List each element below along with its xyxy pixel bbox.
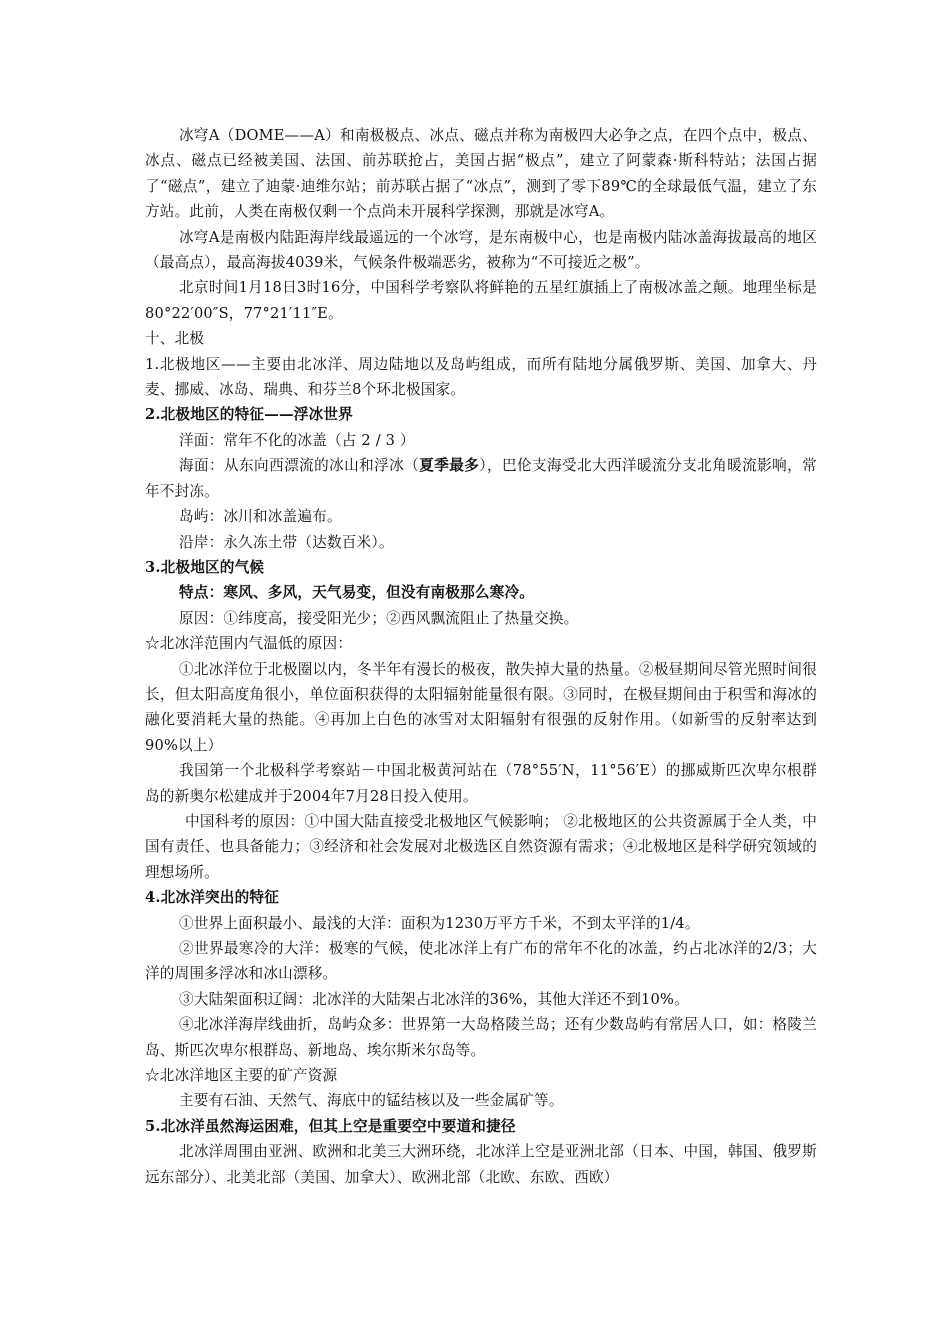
star-note-minerals: ☆北冰洋地区主要的矿产资源 (145, 1067, 338, 1085)
paragraph-low-temp-reasons: ①北冰洋位于北极圈以内，冬半年有漫长的极夜，散失掉大量的热量。②极昼期间尽管光照时间很长，但太阳高度角很小，单位面积获得的太阳辐射能量很有限。③同时，在极昼期间由于积雪和海冰的融化要消耗大量的热能。④再加上白色的冰雪对太阳辐射有很强的反射作用。（如新雪的反射率达到90%以上） (145, 660, 817, 754)
paragraph-ocean-surface: 洋面：常年不化的冰盖（占 2 / 3 ） (179, 431, 415, 449)
paragraph-dome-a-intro: 冰穹A（DOME——A）和南极极点、冰点、磁点并称为南极四大必争之点，在四个点中，极点、冰点、磁点已经被美国、法国、前苏联抢占，美国占据“极点”，建立了阿蒙森·斯科特站；法国占据了“磁点”，建立了迪蒙·迪维尔站；前苏联占据了“冰点”，测到了零下89℃的全球最低气温，建立了东方站。此前，人类在南极仅剩一个点尚未开展科学探测，那就是冰穹A。 (145, 127, 817, 221)
paragraph-feature-2: ②世界最寒冷的大洋：极寒的气候，使北冰洋上有广布的常年不化的冰盖，约占北冰洋的2/3；大洋的周围多浮冰和冰山漂移。 (145, 940, 817, 983)
paragraph-yellow-river-station: 我国第一个北极科学考察站－中国北极黄河站在（78°55′N，11°56′E）的挪威斯匹次卑尔根群岛的新奥尔松建成并于2004年7月28日投入使用。 (145, 762, 817, 805)
paragraph-climate-traits: 特点：寒风、多风，天气易变，但没有南极那么寒冷。 (179, 584, 535, 602)
section-heading-arctic: 十、北极 (145, 330, 205, 348)
star-note-low-temp: ☆北冰洋范围内气温低的原因： (145, 635, 353, 653)
paragraph-feature-1: ①世界上面积最小、最浅的大洋：面积为1230万平方千米，不到太平洋的1/4。 (179, 914, 700, 932)
paragraph-arctic-region: 1.北极地区——主要由北冰洋、周边陆地以及岛屿组成，而所有陆地分属俄罗斯、美国、加拿大、丹麦、挪威、冰岛、瑞典、和芬兰8个环北极国家。 (145, 355, 817, 399)
heading-arctic-ocean-features: 4.北冰洋突出的特征 (145, 889, 279, 907)
paragraph-research-reasons: 中国科考的原因：①中国大陆直接受北极地区气候影响； ②北极地区的公共资源属于全人类，中国有责任、也具备能力；③经济和社会发展对北极选区自然资源有需求；④北极地区是科学研究领域的理想场所。 (145, 812, 817, 881)
paragraph-sea-surface (145, 453, 817, 504)
paragraph-feature-4: ④北冰洋海岸线曲折，岛屿众多：世界第一大岛格陵兰岛；还有少数岛屿有常居人口，如：格陵兰岛、斯匹次卑尔根群岛、新地岛、埃尔斯米尔岛等。 (145, 1016, 817, 1059)
paragraph-coast: 沿岸：永久冻土带（达数百米）。 (179, 533, 394, 551)
paragraph-islands: 岛屿：冰川和冰盖遍布。 (179, 508, 342, 526)
paragraph-feature-3: ③大陆架面积辽阔：北冰洋的大陆架占北冰洋的36%，其他大洋还不到10%。 (179, 990, 689, 1008)
document-body (145, 123, 817, 1190)
paragraph-climate-causes: 原因：①纬度高，接受阳光少；②西风飘流阻止了热量交换。 (179, 609, 579, 627)
heading-arctic-climate: 3.北极地区的气候 (145, 558, 265, 576)
paragraph-dome-a-description: 冰穹A是南极内陆距海岸线最遥远的一个冰穹，是东南极中心，也是南极内陆冰盖海拔最高的地区（最高点），最高海拔4039米，气候条件极端恶劣，被称为“不可接近之极”。 (145, 228, 817, 272)
paragraph-minerals: 主要有石油、天然气、海底中的锰结核以及一些金属矿等。 (179, 1092, 564, 1110)
heading-arctic-features: 2.北极地区的特征——浮冰世界 (145, 406, 353, 424)
paragraph-flag-planting: 北京时间1月18日3时16分，中国科学考察队将鲜艳的五星红旗插上了南极冰盖之颠。地理坐标是80°22′00″S，77°21′11″E。 (145, 279, 817, 322)
paragraph-air-route: 北冰洋周围由亚洲、欧洲和北美三大洲环绕，北冰洋上空是亚洲北部（日本、中国，韩国、俄罗斯远东部分）、北美北部（美国、加拿大）、欧洲北部（北欧、东欧、西欧） (145, 1143, 817, 1186)
heading-air-route: 5.北冰洋虽然海运困难，但其上空是重要空中要道和捷径 (145, 1117, 516, 1135)
sea-surface-text-c: ），巴伦支海受北大西洋暖流分支北角暖流影响，常年不封冻。 (145, 457, 817, 500)
sea-surface-text-a: 海面：从东向西漂流的冰山和浮冰（ (179, 457, 420, 475)
sea-surface-emphasis: 夏季最多 (419, 457, 480, 475)
